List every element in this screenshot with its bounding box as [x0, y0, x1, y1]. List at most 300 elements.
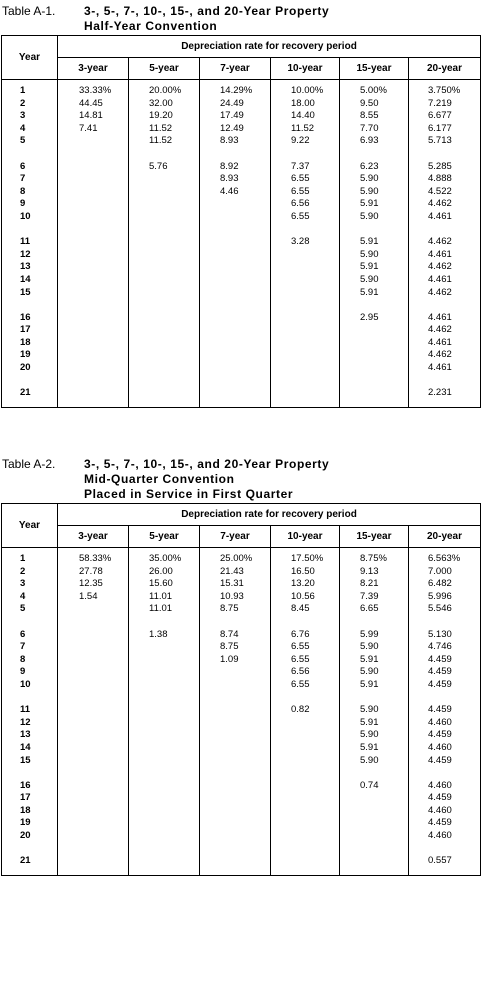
rate-cell: 25.00% [200, 548, 271, 566]
rate-cell [200, 742, 271, 755]
table-row [2, 729, 481, 742]
table-a1 [1, 35, 481, 408]
table-row [2, 566, 481, 579]
rate-cell: 5.90 [340, 666, 409, 679]
rate-cell: 5.90 [340, 173, 409, 186]
rate-cell [200, 362, 271, 375]
rate-cell [129, 692, 200, 705]
rate-cell: 2.95 [340, 312, 409, 325]
year-cell: 18 [2, 337, 58, 350]
rate-cell [129, 337, 200, 350]
rate-cell: 4.460 [409, 805, 481, 818]
rate-cell: 11.52 [129, 135, 200, 148]
year-cell: 13 [2, 729, 58, 742]
rate-cell [58, 616, 129, 629]
rate-cell [129, 780, 200, 793]
rate-cell [200, 616, 271, 629]
rate-cell: 6.76 [271, 629, 340, 642]
rate-cell: 6.677 [409, 110, 481, 123]
rate-cell [129, 324, 200, 337]
rate-cell [409, 843, 481, 856]
rate-cell [271, 855, 340, 875]
rate-cell [200, 717, 271, 730]
table-row [2, 80, 481, 98]
table-row [2, 337, 481, 350]
rate-cell: 33.33% [58, 80, 129, 98]
table-row [2, 817, 481, 830]
year-cell [2, 616, 58, 629]
rate-cell [271, 287, 340, 300]
rate-cell: 7.219 [409, 98, 481, 111]
table-row [2, 692, 481, 705]
rate-cell [58, 666, 129, 679]
column-header-7-year: 7-year [200, 58, 271, 80]
rate-cell: 5.90 [340, 755, 409, 768]
rate-cell: 21.43 [200, 566, 271, 579]
rate-cell: 4.461 [409, 211, 481, 224]
rate-cell [129, 767, 200, 780]
table-row [2, 249, 481, 262]
rate-cell: 58.33% [58, 548, 129, 566]
rate-cell: 4.459 [409, 817, 481, 830]
table-a2-subtitle: Mid-Quarter Convention [84, 472, 235, 486]
rate-cell: 5.91 [340, 742, 409, 755]
rate-cell: 17.50% [271, 548, 340, 566]
year-cell: 11 [2, 704, 58, 717]
rate-cell: 11.52 [271, 123, 340, 136]
rate-cell [200, 349, 271, 362]
rate-cell: 5.90 [340, 704, 409, 717]
rate-cell [129, 362, 200, 375]
rate-cell: 6.23 [340, 161, 409, 174]
rate-cell: 4.459 [409, 654, 481, 667]
rate-cell [129, 312, 200, 325]
rate-cell [340, 337, 409, 350]
rate-cell [409, 299, 481, 312]
rate-cell: 13.20 [271, 578, 340, 591]
table-row [2, 224, 481, 237]
table-row [2, 641, 481, 654]
rate-cell [271, 830, 340, 843]
rate-cell [58, 211, 129, 224]
rate-cell: 6.55 [271, 641, 340, 654]
year-cell: 20 [2, 830, 58, 843]
rate-cell: 4.461 [409, 362, 481, 375]
year-cell: 8 [2, 654, 58, 667]
column-header-5-year: 5-year [129, 58, 200, 80]
rate-cell [200, 780, 271, 793]
rate-cell: 4.461 [409, 337, 481, 350]
rate-cell [58, 161, 129, 174]
rate-cell: 5.285 [409, 161, 481, 174]
rate-cell [271, 249, 340, 262]
year-cell: 10 [2, 679, 58, 692]
rate-cell [129, 792, 200, 805]
rate-cell: 3.750% [409, 80, 481, 98]
rate-cell [129, 186, 200, 199]
column-header-20-year: 20-year [409, 58, 481, 80]
year-cell: 16 [2, 780, 58, 793]
table-row [2, 616, 481, 629]
column-header-3-year: 3-year [58, 58, 129, 80]
rate-cell [129, 679, 200, 692]
year-cell: 3 [2, 578, 58, 591]
rate-cell [340, 830, 409, 843]
rate-cell [129, 236, 200, 249]
table-a1-block [0, 0, 483, 428]
rate-cell: 32.00 [129, 98, 200, 111]
table-row [2, 287, 481, 300]
rate-cell [271, 805, 340, 818]
rate-cell: 11.01 [129, 603, 200, 616]
rate-cell [200, 249, 271, 262]
rate-cell: 17.49 [200, 110, 271, 123]
rate-cell: 5.90 [340, 641, 409, 654]
rate-cell [129, 287, 200, 300]
table-a2-body [2, 548, 481, 876]
rate-cell [58, 312, 129, 325]
rate-cell: 8.45 [271, 603, 340, 616]
year-cell: 3 [2, 110, 58, 123]
rate-cell: 18.00 [271, 98, 340, 111]
rate-cell [271, 692, 340, 705]
rate-cell [200, 198, 271, 211]
rate-cell [58, 173, 129, 186]
rate-cell [200, 287, 271, 300]
year-cell: 1 [2, 548, 58, 566]
rate-cell: 4.460 [409, 780, 481, 793]
rate-cell [200, 679, 271, 692]
table-a1-body [2, 80, 481, 408]
rate-cell: 14.40 [271, 110, 340, 123]
rate-cell [129, 261, 200, 274]
table-a1-subtitle: Half-Year Convention [84, 19, 218, 33]
rate-cell [58, 261, 129, 274]
rate-cell [129, 729, 200, 742]
rate-cell [200, 843, 271, 856]
year-cell: 5 [2, 135, 58, 148]
column-header-5-year: 5-year [129, 526, 200, 548]
rate-cell: 9.13 [340, 566, 409, 579]
rate-cell: 4.460 [409, 830, 481, 843]
year-cell: 16 [2, 312, 58, 325]
rate-cell [271, 362, 340, 375]
rate-cell [129, 249, 200, 262]
rate-cell [58, 641, 129, 654]
table-row [2, 591, 481, 604]
table-row [2, 236, 481, 249]
column-header-10-year: 10-year [271, 58, 340, 80]
table-row [2, 603, 481, 616]
year-cell: 7 [2, 173, 58, 186]
rate-cell: 6.56 [271, 198, 340, 211]
rate-cell [58, 780, 129, 793]
rate-cell: 9.50 [340, 98, 409, 111]
table-row [2, 312, 481, 325]
rate-cell [58, 830, 129, 843]
rate-cell: 8.93 [200, 173, 271, 186]
rate-cell: 6.55 [271, 654, 340, 667]
rate-cell [200, 817, 271, 830]
year-cell: 2 [2, 566, 58, 579]
rate-cell: 5.90 [340, 274, 409, 287]
rate-cell [129, 805, 200, 818]
year-cell: 8 [2, 186, 58, 199]
rate-cell [58, 792, 129, 805]
year-cell: 18 [2, 805, 58, 818]
rate-cell [58, 704, 129, 717]
rate-cell: 5.00% [340, 80, 409, 98]
rate-cell: 20.00% [129, 80, 200, 98]
rate-cell [129, 717, 200, 730]
rate-cell [200, 805, 271, 818]
rate-cell: 6.563% [409, 548, 481, 566]
table-row [2, 679, 481, 692]
rate-cell [340, 767, 409, 780]
rate-cell: 6.65 [340, 603, 409, 616]
rate-cell: 4.462 [409, 324, 481, 337]
rate-cell: 5.130 [409, 629, 481, 642]
rate-cell [58, 805, 129, 818]
rate-cell [129, 755, 200, 768]
rate-cell [200, 261, 271, 274]
rate-cell: 4.459 [409, 666, 481, 679]
rate-cell: 8.75% [340, 548, 409, 566]
year-cell: 9 [2, 666, 58, 679]
rate-cell: 9.22 [271, 135, 340, 148]
rate-group-header: Depreciation rate for recovery period [58, 36, 481, 58]
rate-cell: 7.39 [340, 591, 409, 604]
rate-cell [129, 224, 200, 237]
rate-cell: 8.74 [200, 629, 271, 642]
rate-cell [200, 704, 271, 717]
rate-cell: 14.29% [200, 80, 271, 98]
table-row [2, 629, 481, 642]
rate-cell: 5.99 [340, 629, 409, 642]
rate-cell: 5.91 [340, 198, 409, 211]
rate-cell [129, 641, 200, 654]
rate-cell [58, 198, 129, 211]
rate-cell [271, 742, 340, 755]
rate-cell [58, 692, 129, 705]
table-row [2, 704, 481, 717]
rate-cell [129, 742, 200, 755]
table-a1-title-line-2 [0, 19, 483, 35]
rate-cell [200, 224, 271, 237]
year-cell: 4 [2, 591, 58, 604]
rate-cell [200, 692, 271, 705]
rate-cell: 5.76 [129, 161, 200, 174]
year-cell: 6 [2, 629, 58, 642]
year-header: Year [2, 504, 58, 548]
rate-cell [200, 299, 271, 312]
rate-cell [271, 767, 340, 780]
rate-cell [129, 843, 200, 856]
year-cell: 19 [2, 349, 58, 362]
year-cell [2, 843, 58, 856]
table-row [2, 123, 481, 136]
rate-cell: 4.461 [409, 312, 481, 325]
rate-cell [200, 324, 271, 337]
year-cell: 15 [2, 755, 58, 768]
table-a1-title: 3-, 5-, 7-, 10-, 15-, and 20-Year Property [84, 4, 330, 18]
column-header-20-year: 20-year [409, 526, 481, 548]
rate-cell [58, 349, 129, 362]
rate-cell: 3.28 [271, 236, 340, 249]
rate-cell: 4.46 [200, 186, 271, 199]
rate-cell [409, 224, 481, 237]
year-cell: 21 [2, 855, 58, 875]
rate-cell: 5.546 [409, 603, 481, 616]
column-header-15-year: 15-year [340, 526, 409, 548]
rate-cell: 1.54 [58, 591, 129, 604]
rate-cell [271, 729, 340, 742]
table-a2-subtitle-2: Placed in Service in First Quarter [84, 487, 294, 501]
rate-cell [129, 654, 200, 667]
rate-cell: 5.90 [340, 249, 409, 262]
rate-cell [271, 387, 340, 407]
rate-cell [409, 767, 481, 780]
rate-cell [200, 666, 271, 679]
year-cell: 15 [2, 287, 58, 300]
table-row [2, 161, 481, 174]
rate-cell [129, 299, 200, 312]
rate-cell [340, 299, 409, 312]
rate-cell [340, 362, 409, 375]
rate-cell: 6.55 [271, 186, 340, 199]
table-row [2, 173, 481, 186]
rate-cell [200, 387, 271, 407]
rate-cell: 5.91 [340, 236, 409, 249]
rate-cell: 15.60 [129, 578, 200, 591]
rate-cell [200, 211, 271, 224]
rate-cell: 6.177 [409, 123, 481, 136]
rate-cell: 8.21 [340, 578, 409, 591]
rate-cell: 6.55 [271, 679, 340, 692]
rate-cell: 5.996 [409, 591, 481, 604]
year-cell [2, 224, 58, 237]
rate-cell [58, 742, 129, 755]
rate-cell [271, 224, 340, 237]
rate-cell: 0.74 [340, 780, 409, 793]
rate-cell [271, 375, 340, 388]
rate-cell [58, 337, 129, 350]
table-row [2, 855, 481, 875]
rate-cell [271, 349, 340, 362]
table-a2-label: Table A-2. [2, 457, 56, 471]
table-a2 [1, 503, 481, 876]
rate-cell [200, 148, 271, 161]
rate-cell [58, 603, 129, 616]
rate-cell [129, 173, 200, 186]
rate-cell: 10.00% [271, 80, 340, 98]
rate-cell: 11.01 [129, 591, 200, 604]
rate-cell [129, 704, 200, 717]
year-cell [2, 375, 58, 388]
rate-cell [340, 324, 409, 337]
rate-cell: 4.522 [409, 186, 481, 199]
year-cell: 14 [2, 274, 58, 287]
rate-cell [340, 805, 409, 818]
rate-cell [271, 274, 340, 287]
rate-cell: 19.20 [129, 110, 200, 123]
rate-cell: 12.49 [200, 123, 271, 136]
rate-cell [58, 274, 129, 287]
table-row [2, 387, 481, 407]
rate-cell: 7.70 [340, 123, 409, 136]
rate-cell: 5.91 [340, 261, 409, 274]
rate-cell: 6.93 [340, 135, 409, 148]
table-a2-title-line-3 [0, 487, 483, 503]
rate-cell [129, 198, 200, 211]
rate-cell: 0.82 [271, 704, 340, 717]
year-cell: 17 [2, 792, 58, 805]
year-cell: 5 [2, 603, 58, 616]
rate-cell: 1.38 [129, 629, 200, 642]
column-headers [2, 526, 481, 548]
rate-cell [200, 792, 271, 805]
rate-cell [200, 236, 271, 249]
rate-cell [200, 755, 271, 768]
rate-cell: 4.461 [409, 274, 481, 287]
rate-cell [340, 349, 409, 362]
rate-cell [129, 349, 200, 362]
year-cell: 19 [2, 817, 58, 830]
column-headers [2, 58, 481, 80]
year-cell: 9 [2, 198, 58, 211]
rate-cell [340, 817, 409, 830]
table-row [2, 578, 481, 591]
table-row [2, 135, 481, 148]
rate-cell: 4.461 [409, 249, 481, 262]
year-cell [2, 299, 58, 312]
rate-cell [409, 616, 481, 629]
table-row [2, 742, 481, 755]
table-row [2, 349, 481, 362]
rate-cell: 1.09 [200, 654, 271, 667]
rate-cell [58, 729, 129, 742]
column-header-3-year: 3-year [58, 526, 129, 548]
table-row [2, 299, 481, 312]
rate-cell [271, 780, 340, 793]
rate-cell: 12.35 [58, 578, 129, 591]
year-cell: 7 [2, 641, 58, 654]
rate-cell [200, 855, 271, 875]
table-a2-title: 3-, 5-, 7-, 10-, 15-, and 20-Year Property [84, 457, 330, 471]
rate-cell: 5.91 [340, 654, 409, 667]
rate-cell [58, 299, 129, 312]
table-row [2, 148, 481, 161]
table-a1-label: Table A-1. [2, 4, 56, 18]
rate-cell [129, 211, 200, 224]
rate-cell [340, 692, 409, 705]
year-cell: 13 [2, 261, 58, 274]
year-cell: 6 [2, 161, 58, 174]
rate-cell [58, 324, 129, 337]
table-row [2, 830, 481, 843]
rate-cell: 4.459 [409, 755, 481, 768]
rate-cell: 4.459 [409, 729, 481, 742]
rate-cell [129, 387, 200, 407]
year-cell [2, 148, 58, 161]
rate-cell [200, 337, 271, 350]
year-cell: 12 [2, 717, 58, 730]
rate-cell [129, 616, 200, 629]
year-cell: 11 [2, 236, 58, 249]
table-row [2, 98, 481, 111]
rate-cell [129, 855, 200, 875]
rate-cell: 5.90 [340, 211, 409, 224]
